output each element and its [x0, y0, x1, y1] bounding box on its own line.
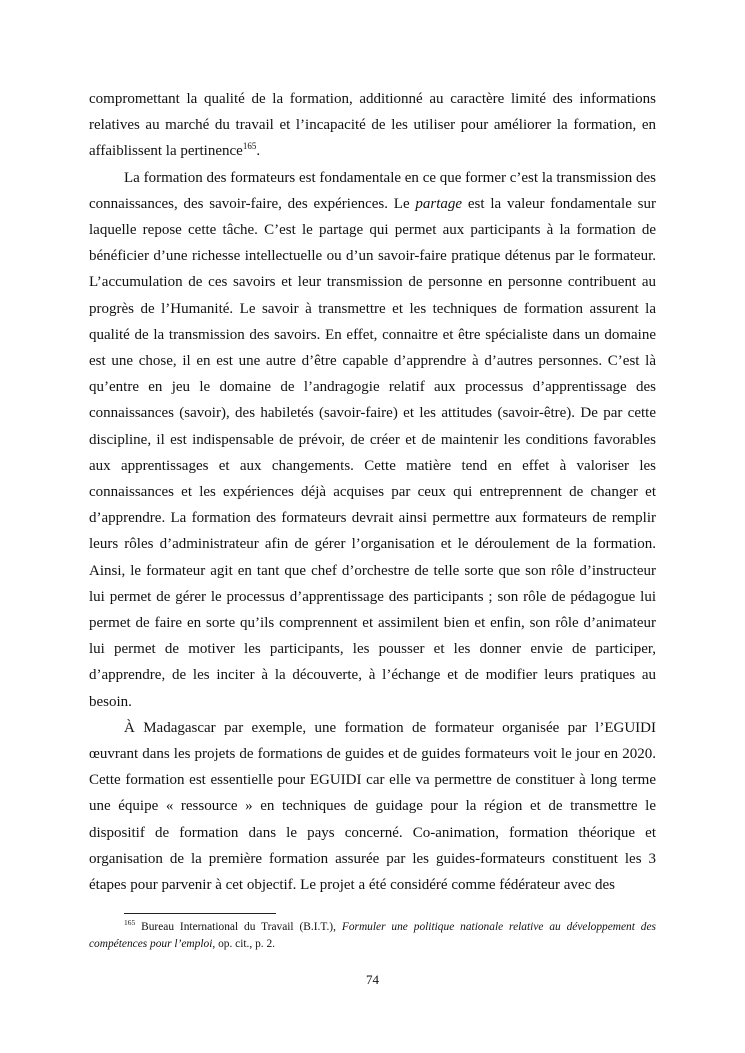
paragraph-1	[89, 86, 656, 165]
footnote-number: 165	[124, 918, 136, 928]
paragraph-2-part-2: est la valeur fondamentale sur laquelle repose cette tâche. C’est le partage qui permet aux participants à la formation de bénéficier d’une richesse intellectuelle ou d’un savoir-faire pratique détenus par le formateur. L’accumulation de ces savoirs et leur transmission de personne en personne contribuent au progrès de l’Humanité. Le savoir à transmettre et les techniques de formation assurent la qualité de la transmission des savoirs. En effet, connaitre et être spécialiste dans un domaine est une chose, il en est une autre d’être capable d’apprendre à d’autres personnes. C’est là qu’entre en jeu le domaine de l’andragogie relatif aux processus d’apprentissage des connaissances (savoir), des habiletés (savoir-faire) et les attitudes (savoir-être). De par cette discipline, il est indispensable de prévoir, de créer et de maintenir les conditions favorables aux apprentissages et aux changements. Cette matière tend en effet à valoriser les connaissances et les expériences déjà acquises par ceux qui entreprennent de changer et d’apprendre. La formation des formateurs devrait ainsi permettre aux formateurs de remplir leurs rôles d’administrateur afin de gérer l’organisation et le déroulement de la formation. Ainsi, le formateur agit en tant que chef d’orchestre de telle sorte que son rôle d’instructeur lui permet de gérer le processus d’apprentissage des participants ; son rôle de pédagogue lui permet de faire en sorte qu’ils comprennent et assimilent bien et enfin, son rôle d’animateur lui permet de motiver les participants, les pousser et les donner envie de participer, d’apprendre, de les inciter à la découverte, à l’échange et de modifier leurs pratiques au besoin.	[89, 195, 656, 710]
footnote-title: Formuler une politique nationale relative au développement des compétences pour l’emploi	[89, 921, 656, 951]
paragraph-2-part-1: La formation des formateurs est fondamentale en ce que former c’est la transmission des connaissances, des savoir-faire, des expériences. Le	[89, 169, 656, 212]
paragraph-3	[89, 715, 656, 898]
body-text	[89, 86, 656, 898]
footnote-reference: 165	[242, 141, 257, 152]
paragraph-3-text: À Madagascar par exemple, une formation de formateur organisée par l’EGUIDI œuvrant dans les projets de formations de guides et de guides formateurs voit le jour en 2020. Cette formation est essentielle pour EGUIDI car elle va permettre de constituer à long terme une équipe « ressource » en techniques de guidage pour la région et de transmettre le dispositif de formation dans le pays concerné. Co-animation, formation théorique et organisation de la première formation assurée par les guides-formateurs constituent les 3 étapes pour parvenir à cet objectif. Le projet a été considéré comme fédérateur avec des	[89, 719, 656, 894]
page-number: 74	[366, 972, 379, 987]
paragraph-1-end: .	[256, 143, 261, 160]
paragraph-2-emphasis: partage	[415, 195, 463, 212]
footnote-rest: , op. cit., p. 2.	[212, 938, 276, 951]
footnote	[89, 919, 656, 954]
footnote-separator	[124, 913, 276, 914]
footnote-author: Bureau International du Travail (B.I.T.),	[135, 921, 342, 933]
paragraph-2	[89, 165, 656, 715]
paragraph-1-text: compromettant la qualité de la formation, additionné au caractère limité des informations relatives au marché du travail et l’incapacité de les utiliser pour améliorer la formation, en affaiblissent la pertinence	[89, 91, 656, 160]
